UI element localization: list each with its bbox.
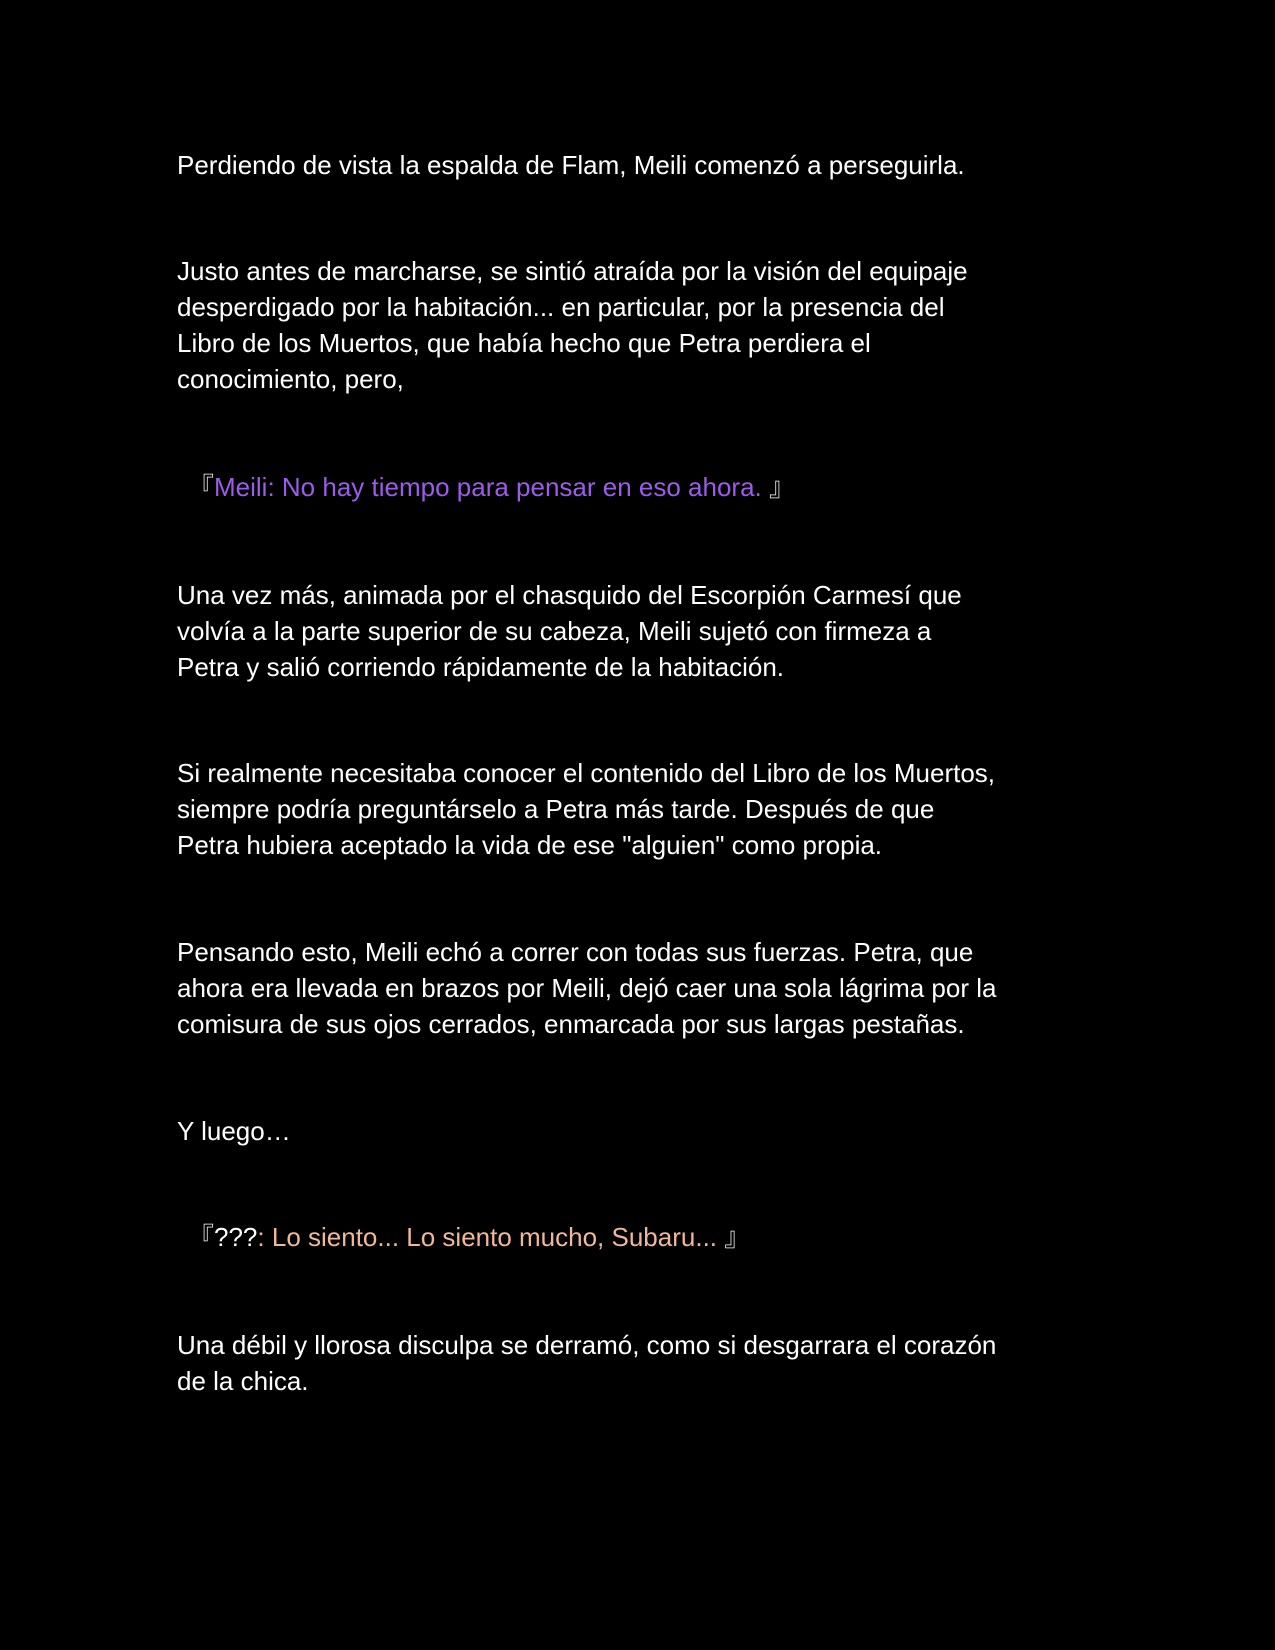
dialogue-open-bracket: 『	[188, 1222, 215, 1252]
paragraph-2: Justo antes de marcharse, se sintió atraída por la visión del equipaje desperdigado por la habitación... en particular, por la presencia del Libro de los Muertos, que había hecho que Petra perdiera el conocimiento, pero,	[177, 256, 968, 394]
paragraph-4: Si realmente necesitaba conocer el contenido del Libro de los Muertos, siempre podría preguntárselo a Petra más tarde. Después de que Petra hubiera aceptado la vida de ese "alguien" como propia.	[177, 758, 996, 860]
paragraph-7: Una débil y llorosa disculpa se derramó, como si desgarrara el corazón de la chica.	[177, 1330, 997, 1396]
dialogue-close-bracket: 』	[724, 1222, 751, 1252]
dialogue-open-bracket: 『	[188, 472, 215, 502]
dialogue-close-bracket: 』	[769, 472, 796, 502]
dialogue-meili	[188, 469, 1088, 505]
dialogue-unknown-text: : Lo siento... Lo siento mucho, Subaru...	[257, 1222, 725, 1252]
dialogue-meili-text: Meili: No hay tiempo para pensar en eso ahora.	[214, 472, 769, 502]
dialogue-unknown-speaker: ???	[214, 1222, 258, 1252]
paragraph-5: Pensando esto, Meili echó a correr con todas sus fuerzas. Petra, que ahora era llevada en brazos por Meili, dejó caer una sola lágrima por la comisura de sus ojos cerrados, enmarcada por sus largas pestañas.	[177, 937, 997, 1039]
dialogue-unknown	[188, 1219, 1088, 1255]
paragraph-3: Una vez más, animada por el chasquido del Escorpión Carmesí que volvía a la parte superior de su cabeza, Meili sujetó con firmeza a Petra y salió corriendo rápidamente de la habitación.	[177, 580, 962, 682]
paragraph-6: Y luego…	[177, 1116, 291, 1146]
paragraph-1: Perdiendo de vista la espalda de Flam, Meili comenzó a perseguirla.	[177, 150, 965, 180]
